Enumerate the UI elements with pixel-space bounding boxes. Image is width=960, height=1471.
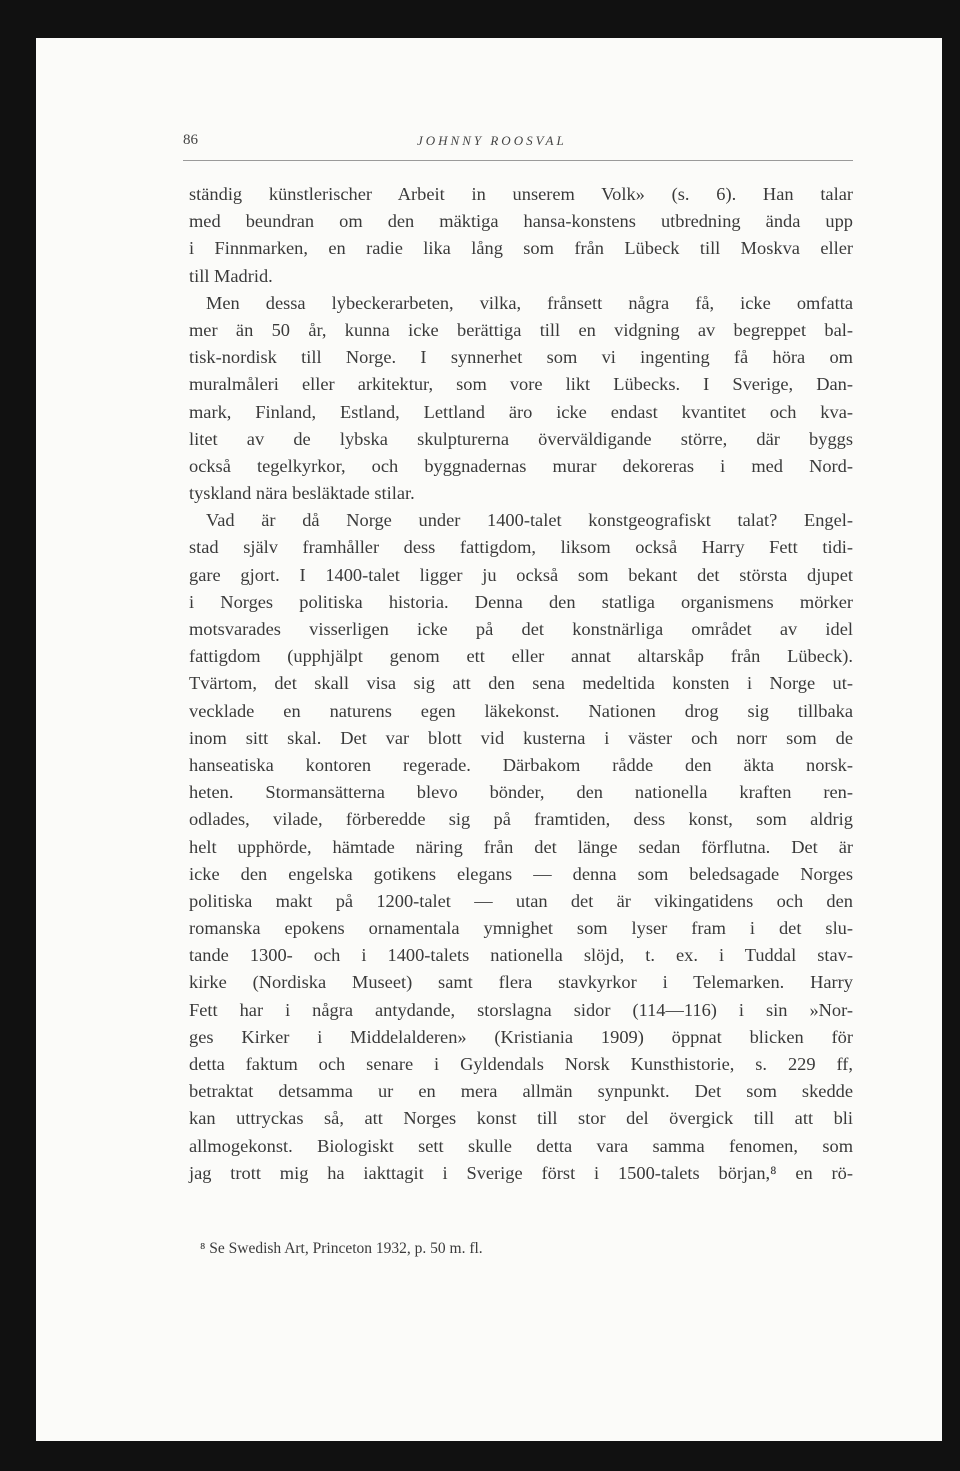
- text-line: Men dessa lybeckerarbeten, vilka, frånsett några få, icke omfatta: [206, 292, 853, 313]
- text-line: Fett har i några antydande, storslagna sidor (114—116) i sin »Nor-: [189, 999, 853, 1020]
- text-line: romanska epokens ornamentala ymnighet som lyser fram i det slu-: [189, 918, 853, 939]
- text-line: tande 1300- och i 1400-talets nationella slöjd, t. ex. i Tuddal stav-: [189, 945, 853, 966]
- text-line: mark, Finland, Estland, Lettland äro icke endast kvantitet och kva-: [189, 401, 853, 422]
- text-line: kirke (Nordiska Museet) samt flera stavkyrkor i Telemarken. Harry: [189, 972, 853, 993]
- text-line: hanseatiska kontoren regerade. Därbakom rådde den äkta norsk-: [189, 754, 853, 775]
- text-line: heten. Stormansätterna blevo bönder, den nationella kraften ren-: [189, 782, 853, 803]
- text-line: detta faktum och senare i Gyldendals Norsk Kunsthistorie, s. 229 ff,: [189, 1054, 853, 1074]
- page-number: 86: [183, 132, 198, 148]
- running-head: JOHNNY ROOSVAL: [417, 133, 567, 148]
- body-text: [189, 181, 853, 1187]
- footnote: ⁸ Se Swedish Art, Princeton 1932, p. 50 m. fl.: [200, 1240, 483, 1257]
- text-line: politiska makt på 1200-talet — utan det är vikingatidens och den: [189, 890, 853, 911]
- text-line: jag trott mig ha iakttagit i Sverige först i 1500-talets början,⁸ en rö-: [189, 1162, 853, 1183]
- text-line: kan uttryckas så, att Norges konst till stor del övergick till att bli: [189, 1108, 853, 1129]
- text-line: gare gjort. I 1400-talet ligger ju också som bekant det största djupet: [189, 564, 853, 585]
- page-header: [183, 132, 853, 161]
- text-line: betraktat detsamma ur en mera allmän synpunkt. Det som skedde: [189, 1081, 853, 1102]
- text-line: allmogekonst. Biologiskt sett skulle detta vara samma fenomen, som: [189, 1135, 853, 1156]
- text-line: till Madrid.: [189, 265, 273, 286]
- text-line: vecklade en naturens egen läkekonst. Nationen drog sig tillbaka: [189, 700, 853, 721]
- text-line: odlades, vilade, förberedde sig på framtiden, dess konst, som aldrig: [189, 809, 853, 830]
- text-line: Vad är då Norge under 1400-talet konstgeografiskt talat? Engel-: [206, 510, 853, 531]
- text-line: motsvarades visserligen icke på det konstnärliga området av idel: [189, 619, 853, 639]
- text-line: tyskland nära besläktade stilar.: [189, 483, 415, 504]
- text-line: Tvärtom, det skall visa sig att den sena medeltida konsten i Norge ut-: [189, 673, 853, 694]
- text-line: stad själv framhåller dess fattigdom, liksom också Harry Fett tidi-: [189, 537, 853, 558]
- text-line: fattigdom (upphjälpt genom ett eller annat altarskåp från Lübeck).: [189, 646, 853, 667]
- text-line: ges Kirker i Middelalderen» (Kristiania 1909) öppnat blicken för: [189, 1026, 853, 1047]
- text-line: i Finnmarken, en radie lika lång som från Lübeck till Moskva eller: [189, 238, 853, 259]
- text-line: tisk-nordisk till Norge. I synnerhet som vi ingenting få höra om: [189, 347, 853, 368]
- text-line: mer än 50 år, kunna icke berättiga till en vidgning av begreppet bal-: [189, 319, 853, 340]
- text-line: med beundran om den mäktiga hansa-konstens utbredning ända upp: [189, 211, 853, 232]
- text-line: helt upphörde, hämtade näring från det länge sedan förflutna. Det är: [189, 836, 853, 857]
- text-line: icke den engelska gotikens elegans — denna som beledsagade Norges: [189, 863, 853, 884]
- text-line: litet av de lybska skulpturerna överväldigande större, där byggs: [189, 428, 853, 449]
- text-line: inom sitt skal. Det var blott vid kusterna i väster och norr som de: [189, 727, 853, 748]
- text-line: muralmåleri eller arkitektur, som vore likt Lübecks. I Sverige, Dan-: [189, 374, 853, 395]
- text-line: också tegelkyrkor, och byggnadernas murar dekoreras i med Nord-: [189, 455, 853, 476]
- text-line: ständig künstlerischer Arbeit in unserem Volk» (s. 6). Han talar: [189, 184, 853, 204]
- text-line: i Norges politiska historia. Denna den statliga organismens mörker: [189, 591, 853, 612]
